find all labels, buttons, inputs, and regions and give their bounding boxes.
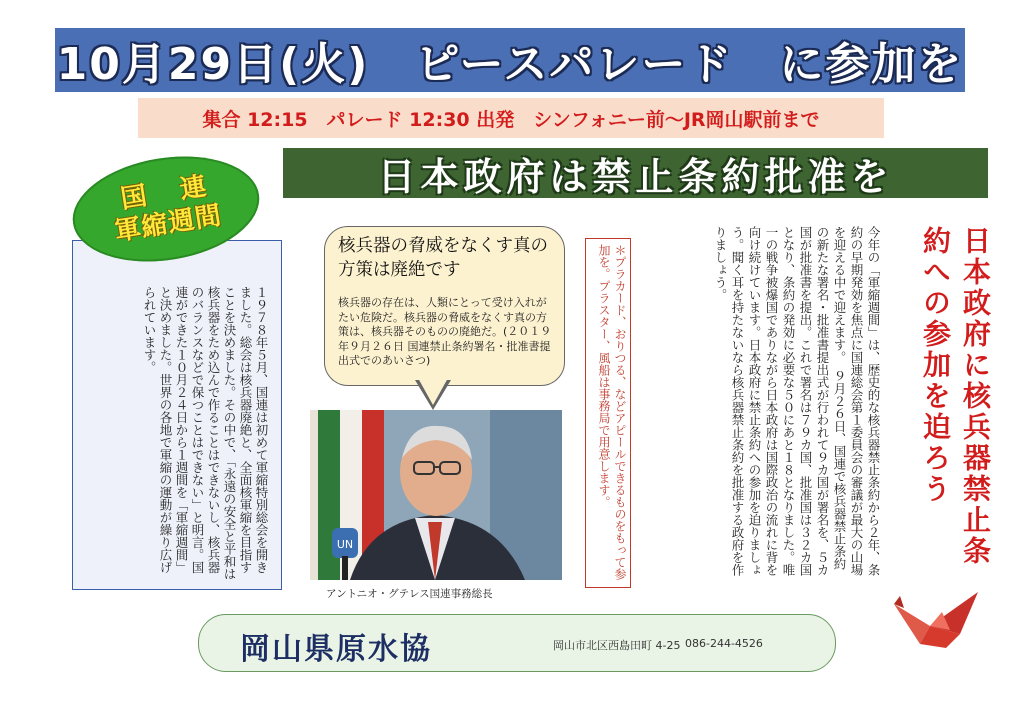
portrait-illustration — [310, 410, 562, 580]
headline-banner — [283, 148, 988, 198]
photo-caption: アントニオ・グテレス国連事務総長 — [326, 588, 493, 600]
quote-heading: 核兵器の脅威をなくす真の方策は廃絶です — [338, 236, 548, 280]
article-text: 今年の「軍縮週間」は、歴史的な核兵器禁止条約から２年、条約の早期発効を焦点に国連総会第１委員会の審議が最大の山場を迎える中で迎えます。 ９月２６日、国連で核兵器禁止条約の新たな署名・批准書提出式が行われて９カ国が署名を、５カ国が批准書を提出。これで署名は７９カ国、批准国は３２カ国となり、条約の発効に必要な５０にあと１８となりました。唯一の戦争被爆国でありながら日本政府は国際政治の流れに背を向け続けています。日本政府に禁止条約への参加を迫りましょう。聞く耳を持たないなら核兵器禁止条約を批准する政府を作りましょう。 — [713, 226, 881, 576]
organization-phone: 086-244-4526 — [685, 637, 763, 650]
title-banner — [55, 28, 965, 92]
organization-address: 岡山市北区西島田町 4-25 — [553, 639, 681, 652]
organization-name: 岡山県原水協 — [240, 632, 432, 667]
subtitle-bar — [138, 98, 884, 138]
guterres-photo — [310, 410, 562, 580]
quote-bubble-tail-fill — [418, 378, 448, 405]
paper-crane-icon — [890, 584, 980, 656]
headline-text: 日本政府は禁止条約批准を — [377, 154, 894, 199]
badge-line-2: 軍縮週間 — [112, 200, 225, 248]
call-to-action-heading: 日本政府に核兵器禁止条約への参加を迫ろう — [919, 226, 992, 567]
svg-text:UN: UN — [336, 538, 354, 551]
quote-body: 核兵器の存在は、人類にとって受け入れがたい危険だ。核兵器の脅威をなくす真の方策は、核兵器そのものの廃絶だ。(２０１９年９月２６日 国連禁止条約署名・批准書提出式でのあいさつ) — [338, 296, 552, 367]
disarmament-week-text: １９７８年５月、国連は初めて軍縮特別総会を開きました。総会は核兵器廃絶と、全面核軍縮を目指すことを決めました。その中で、「永遠の安全と平和は核兵器をため込んで作ることはできないし、核兵器のバランスなどで保つことはできない」と明言。国連ができた１０月２４日から１週間を「軍縮週間」と決めました。世界の各地で軍縮の運動が繰り広げられています。 — [142, 286, 269, 580]
event-schedule: 集合 12:15 パレード 12:30 出発 シンフォニー前～JR岡山駅前まで — [202, 108, 820, 131]
page-title: 10月29日(火) ピースパレード に参加を — [56, 39, 964, 90]
badge-line-1: 国連 — [118, 166, 242, 215]
note-text: ＊プラカード、おりつる、などアピールできるものをもって参加を。プラスター、風船は事務局で用意します。 — [597, 244, 627, 580]
